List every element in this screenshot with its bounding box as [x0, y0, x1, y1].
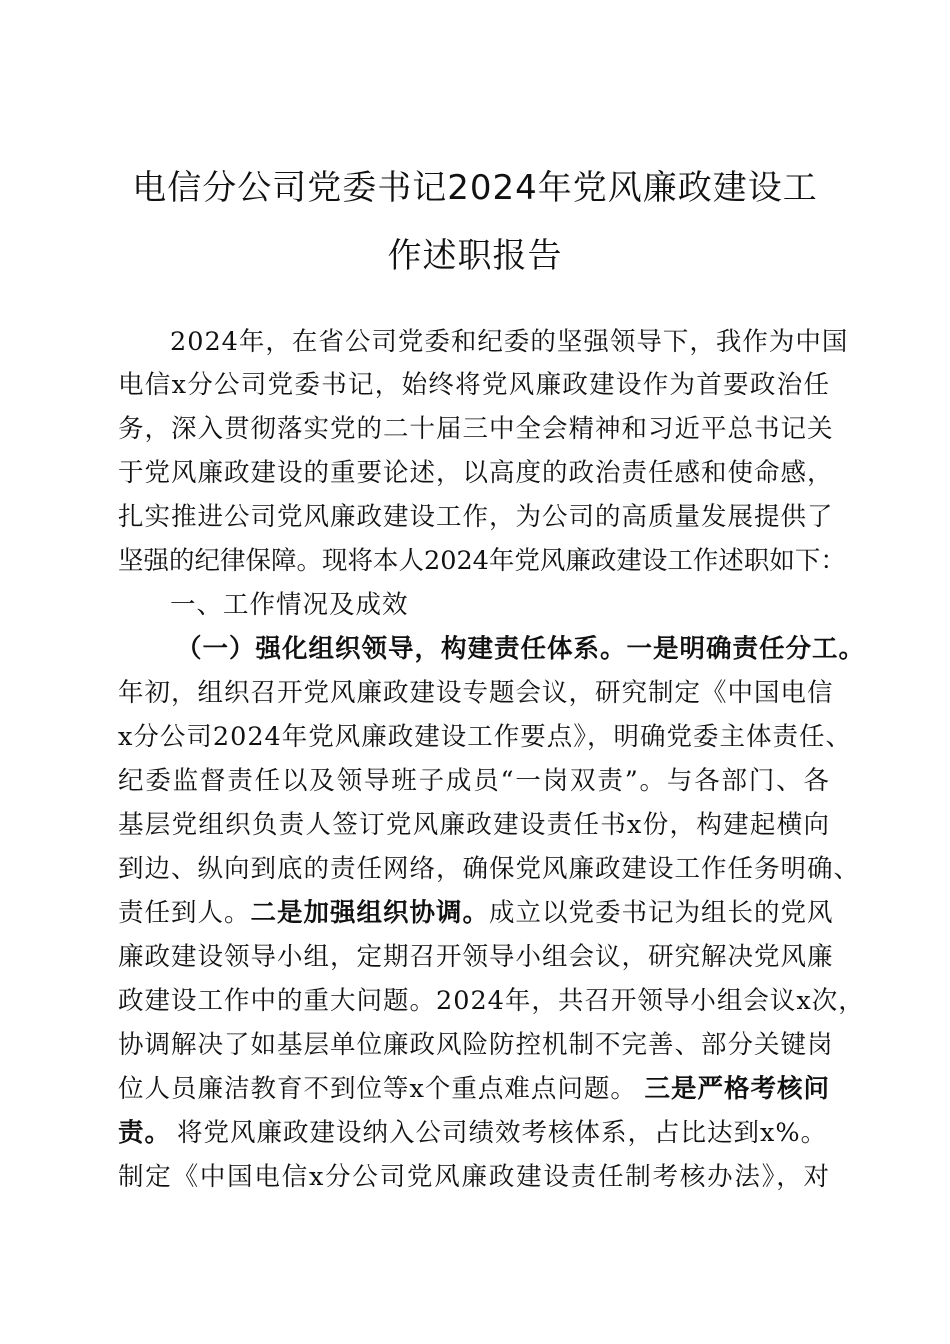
body-line-11-suffix: 将党风廉政建设纳入公司绩效考核体系，占比达到x%。	[177, 1118, 828, 1148]
intro-line-6: 坚强的纪律保障。现将本人2024年党风廉政建设工作述职如下：	[118, 546, 846, 576]
subsection-heading: （一）强化组织领导，构建责任体系。一是明确责任分工。	[176, 634, 866, 664]
body-line-8: 政建设工作中的重大问题。2024年，共召开领导小组会议x次，	[118, 986, 865, 1016]
body-line-7: 廉政建设领导小组，定期召开领导小组会议，研究解决党风廉	[118, 942, 834, 972]
intro-line-1: 2024年，在省公司党委和纪委的坚强领导下，我作为中国	[170, 327, 849, 357]
intro-line-4: 于党风廉政建设的重要论述，以高度的政治责任感和使命感，	[118, 458, 834, 488]
body-line-6	[118, 895, 834, 931]
body-line-2: x分公司2024年党风廉政建设工作要点》，明确党委主体责任、	[118, 722, 853, 752]
body-line-4: 基层党组织负责人签订党风廉政建设责任书x份，构建起横向	[118, 810, 830, 840]
body-line-11	[118, 1115, 830, 1151]
section-heading: 一、工作情况及成效	[170, 590, 409, 620]
body-line-1: 年初，组织召开党风廉政建设专题会议，研究制定《中国电信	[118, 678, 834, 708]
intro-line-2: 电信x分公司党委书记，始终将党风廉政建设作为首要政治任	[118, 370, 830, 400]
intro-line-3: 务，深入贯彻落实党的二十届三中全会精神和习近平总书记关	[118, 414, 834, 444]
body-line-9: 协调解决了如基层单位廉政风险防控机制不完善、部分关键岗	[118, 1030, 834, 1060]
body-line-10	[118, 1071, 830, 1107]
document-title-line-1: 电信分公司党委书记2024年党风廉政建设工	[132, 168, 818, 208]
intro-line-5: 扎实推进公司党风廉政建设工作，为公司的高质量发展提供了	[118, 502, 834, 532]
body-line-10-emphasis: 三是严格考核问	[644, 1074, 830, 1104]
document-title-line-2: 作述职报告	[387, 236, 563, 276]
body-line-10-prefix: 位人员廉洁教育不到位等x个重点难点问题。	[118, 1074, 637, 1104]
body-line-6-suffix: 成立以党委书记为组长的党风	[489, 898, 834, 928]
body-line-11-emphasis: 责。	[118, 1118, 172, 1148]
body-line-5: 到边、纵向到底的责任网络，确保党风廉政建设工作任务明确、	[118, 854, 861, 884]
body-line-12: 制定《中国电信x分公司党风廉政建设责任制考核办法》，对	[118, 1162, 830, 1192]
body-line-6-emphasis: 二是加强组织协调。	[250, 898, 490, 928]
body-line-6-prefix: 责任到人。	[118, 898, 251, 928]
body-line-3: 纪委监督责任以及领导班子成员“一岗双责”。与各部门、各	[118, 766, 830, 796]
